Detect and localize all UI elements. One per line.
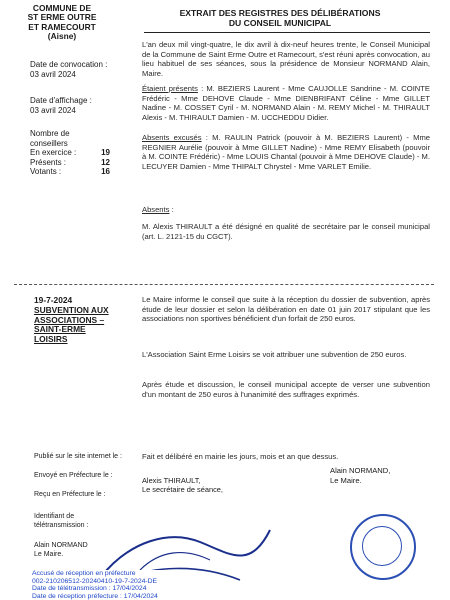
count-en-exercice: En exercice : 19 <box>30 148 110 158</box>
fait-deliberation: Fait et délibéré en mairie les jours, mois et an que dessus. <box>142 452 339 461</box>
counts-label: Nombre de <box>30 129 70 138</box>
title-line: DU CONSEIL MUNICIPAL <box>228 18 332 28</box>
excuses-label: Absents excusés <box>142 133 202 142</box>
councillor-counts <box>30 129 110 177</box>
deliberation-subject: SAINT-ERME <box>34 324 86 335</box>
deliberation-subject: LOISIRS <box>34 334 68 345</box>
convocation-value: 03 avril 2024 <box>30 69 76 79</box>
accuse-reception <box>32 570 192 600</box>
excuses-text: : M. RAULIN Patrick (pouvoir à M. BEZIERS Laurent) - Mme REGNIER Aurélie (pouvoir à Mme GILLET Nadine) - Mme REMY Elisabeth (pouvoir à M. COINTE Frédéric) - Mme LOUIS Chantal (pouvoir à Mme DEHOVE Claude) - M. LECUYER Damien - Mme THIPALT Chrystel - Mme VARLET Emilie. <box>142 133 430 171</box>
convocation-label: Date de convocation : <box>30 60 108 69</box>
commune-header <box>14 4 110 42</box>
secretaire-role: Le secrétaire de séance, <box>142 485 223 495</box>
envoye-line: Envoyé en Préfecture le : <box>34 472 113 479</box>
date-affichage <box>30 96 92 115</box>
affichage-value: 03 avril 2024 <box>30 105 76 115</box>
maire-role: Le Maire. <box>330 475 362 485</box>
maire-signature <box>330 466 390 486</box>
deliberation-p3: Après étude et discussion, le conseil municipal accepte de verser une subvention d'un montant de 250 euros à l'unanimité des suffrages exprimés. <box>142 380 430 399</box>
commune-line: ST ERME OUTRE <box>27 12 97 23</box>
secretaire-signature <box>142 476 223 495</box>
secretaire-paragraph: M. Alexis THIRAULT a été désigné en qualité de secrétaire par le conseil municipal (art. L. 2121-15 du CGCT). <box>142 222 430 241</box>
deliberation-p1: Le Maire informe le conseil que suite à la réception du dossier de subvention, après étude de leur dossier et selon la délibération en date 01 juin 2017 stipulant que les associations non sportives bénéficient d'un forfait de 250 euros. <box>142 295 430 324</box>
maire-name: Alain NORMAND, <box>330 466 391 475</box>
title-divider <box>144 32 430 33</box>
accuse-line: Date de télétransmission : 17/04/2024 <box>32 585 147 593</box>
absents-label: Absents <box>142 205 170 214</box>
publie-line: Publié sur le site internet le : <box>34 453 122 460</box>
deliberation-subject: ASSOCIATIONS – <box>34 314 105 325</box>
section-separator <box>14 284 434 285</box>
footer-maire-title: Le Maire. <box>34 551 64 558</box>
absents-paragraph <box>142 205 430 215</box>
deliberation-number: 19-7-2024 <box>34 295 73 305</box>
commune-line: ET RAMECOURT <box>28 21 96 32</box>
date-convocation <box>30 60 107 79</box>
recu-line: Reçu en Préfecture le : <box>34 491 106 498</box>
presents-text: : M. BEZIERS Laurent - Mme CAUJOLLE Sandrine - M. COINTE Frédéric - Mme DEHOVE Claude - Mme DIENBRIFANT Céline - Mme GILLET Nadine - M. COSSET Cyril - M. NORMAND Alain - M. REMY Michel - M. THIRAULT Alexis - M. THIRAULT Damien - M. UCCHEDDU Didier. <box>142 84 430 122</box>
absents-text: : <box>169 205 174 214</box>
deliberation-subject: SUBVENTION AUX <box>34 304 109 315</box>
excuses-paragraph <box>142 133 430 171</box>
title-line: EXTRAIT DES REGISTRES DES DÉLIBÉRATIONS <box>179 8 381 18</box>
identifiant-line: Identifiant de <box>34 513 75 520</box>
teletransmission-line: télétransmission : <box>34 522 89 529</box>
commune-line: (Aisne) <box>47 31 77 42</box>
document-title <box>150 8 410 28</box>
presents-paragraph <box>142 84 430 122</box>
accuse-line: 002-210206512-20240410-19-7-2024-DE <box>32 577 158 585</box>
deliberation-p2: L'Association Saint Erme Loisirs se voit attribuer une subvention de 250 euros. <box>142 350 407 359</box>
accuse-line: Accusé de réception en préfecture <box>32 570 136 577</box>
commune-line: COMMUNE DE <box>32 3 92 13</box>
intro-paragraph: L'an deux mil vingt-quatre, le dix avril à dix-neuf heures trente, le Conseil Municipal de la Commune de Saint Erme Outre et Ramecourt, s'est réuni après convocation, au lieu habituel de ses séances, sous la présidence de Monsieur NORMAND Alain, Maire. <box>142 40 430 78</box>
presents-label: Étaient présents <box>142 84 198 93</box>
affichage-label: Date d'affichage : <box>30 96 92 105</box>
deliberation-title <box>34 296 109 345</box>
count-presents: Présents : 12 <box>30 157 110 167</box>
count-votants: Votants : 16 <box>30 167 110 177</box>
seal-inner-ring <box>362 526 402 566</box>
official-seal-stamp <box>350 514 416 580</box>
footer-maire-name: Alain NORMAND <box>34 542 88 549</box>
counts-label: conseillers <box>30 138 68 148</box>
secretaire-name: Alexis THIRAULT, <box>142 476 201 485</box>
accuse-line: Date de réception préfecture : 17/04/2024 <box>32 592 158 600</box>
